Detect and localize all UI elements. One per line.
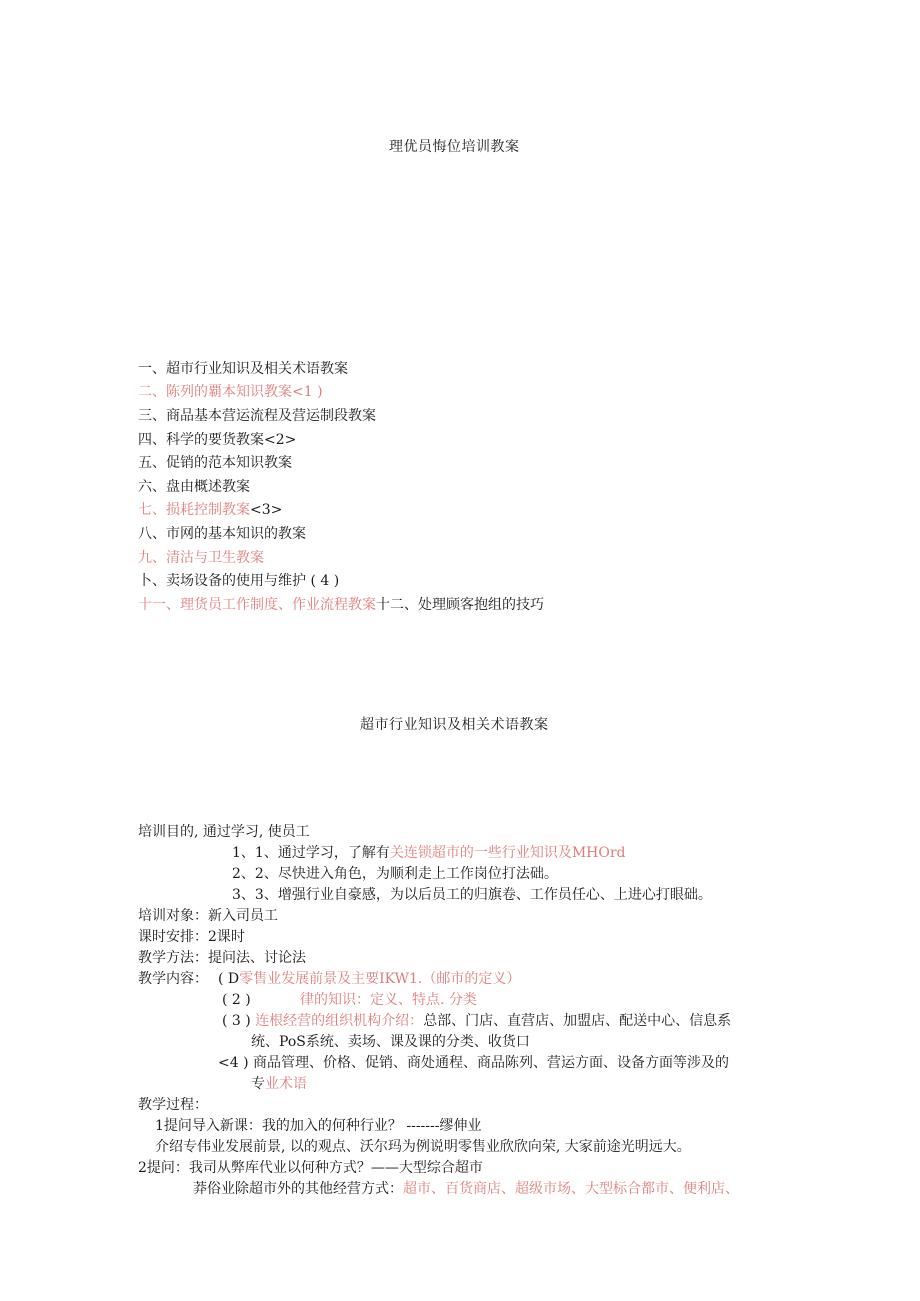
purpose-item-1-text: 1、1、通过学习，了解有: [232, 845, 390, 861]
section-title: 超市行业知识及相关术语教案: [360, 717, 549, 733]
content-item-3-continued: 统、PoS系统、卖场、课及课的分类、收货口: [251, 1034, 530, 1050]
toc-item-9: 九、清沽与卫生教案: [138, 550, 264, 566]
question-1-text: 介绍专伟业发展前景, 以的观点、沃尔玛为例说明零售业欣欣向荣, 大家前途光明远大。: [155, 1139, 691, 1155]
toc-item-7: [138, 500, 282, 520]
content-item-4: <4 ) 商品管理、价格、促销、商处通程、商品陈列、营运方面、设备方面等涉及的: [218, 1055, 729, 1071]
question-2-text-dark: 莽俗业除超市外的其他经营方式：: [193, 1181, 403, 1197]
document-title: 理优员悔位培训教案: [389, 139, 520, 155]
training-target: 培训对象：新入司员工: [138, 908, 278, 924]
toc-item-10: 卜、卖场设备的使用与维护 ( 4 ): [138, 573, 340, 589]
teaching-content-label: 教学内容：: [138, 971, 208, 987]
question-1: 1提问导入新课：我的加入的何种行业？ -------缪伸业: [155, 1118, 482, 1134]
toc-item-1: 一、超市行业知识及相关术语教案: [138, 361, 348, 377]
content-item-1-marker: ( D: [218, 971, 240, 987]
teaching-process-label: 教学过程：: [138, 1097, 208, 1113]
content-item-1-text: 零售业发展前景及主要IKW1.（邮市的定义）: [239, 971, 521, 987]
content-item-2-marker: ( 2 ): [222, 992, 251, 1008]
toc-item-2: 二、陈列的覇本知识教案<1 ): [138, 384, 323, 400]
class-hours: 课时安排：2课时: [138, 929, 245, 945]
toc-item-12-label: 十二、处理顾客抱组的技巧: [376, 597, 544, 613]
purpose-item-2: 2、2、尽快进入角色，为顺利走上工作岗位打法础。: [232, 866, 558, 882]
content-item-4-cont-b: 业术语: [265, 1076, 307, 1092]
toc-item-6: 六、盘由概述教案: [138, 479, 250, 495]
toc-item-7-label: 七、损耗控制教案: [138, 502, 250, 518]
toc-item-4: 四、科学的要货教案<2>: [138, 432, 297, 448]
content-item-4-cont-a: 专: [251, 1076, 265, 1092]
question-2-text: [193, 1179, 739, 1199]
content-item-3-marker: ( 3 ): [222, 1013, 251, 1029]
toc-item-11-label: 十一、理货员工作制度、作业流程教案: [138, 597, 376, 613]
content-item-3-tail: 总部、门店、直营店、加盟店、配送中心、信息系: [423, 1013, 732, 1029]
toc-item-8: 八、市网的基本知识的教案: [138, 526, 306, 542]
toc-item-3: 三、商品基本营运流程及营运制段教案: [138, 408, 376, 424]
toc-item-5: 五、促销的范本知识教案: [138, 455, 292, 471]
toc-item-7-ref: <3>: [250, 502, 283, 518]
toc-item-11: [138, 595, 544, 615]
purpose-item-1: [232, 843, 626, 863]
content-item-3: [222, 1011, 731, 1031]
question-2: 2提问：我司从弊库代业以何种方式？——大型综合超市: [138, 1160, 483, 1176]
content-item-4-continued: [251, 1074, 307, 1094]
purpose-item-3: 3、3、增强行业自豪感，为以后员工的归旗卷、工作员任心、上进心打眼础。: [232, 887, 712, 903]
content-item-2-text: 律的知识：定义、特点. 分类: [300, 992, 477, 1008]
content-item-3-text: 连根经营的组织机构介绍：: [255, 1013, 424, 1029]
question-2-text-red: 超市、百货商店、超级市场、大型标合都市、便利店、: [403, 1181, 739, 1197]
teaching-method: 教学方法：提问法、讨论法: [138, 950, 306, 966]
purpose-item-1-highlight: 关连锁超市的一些行业知识及MHOrd: [389, 845, 626, 861]
training-purpose: 培训目的, 通过学习, 使员工: [138, 824, 310, 840]
content-item-1: [218, 969, 520, 989]
